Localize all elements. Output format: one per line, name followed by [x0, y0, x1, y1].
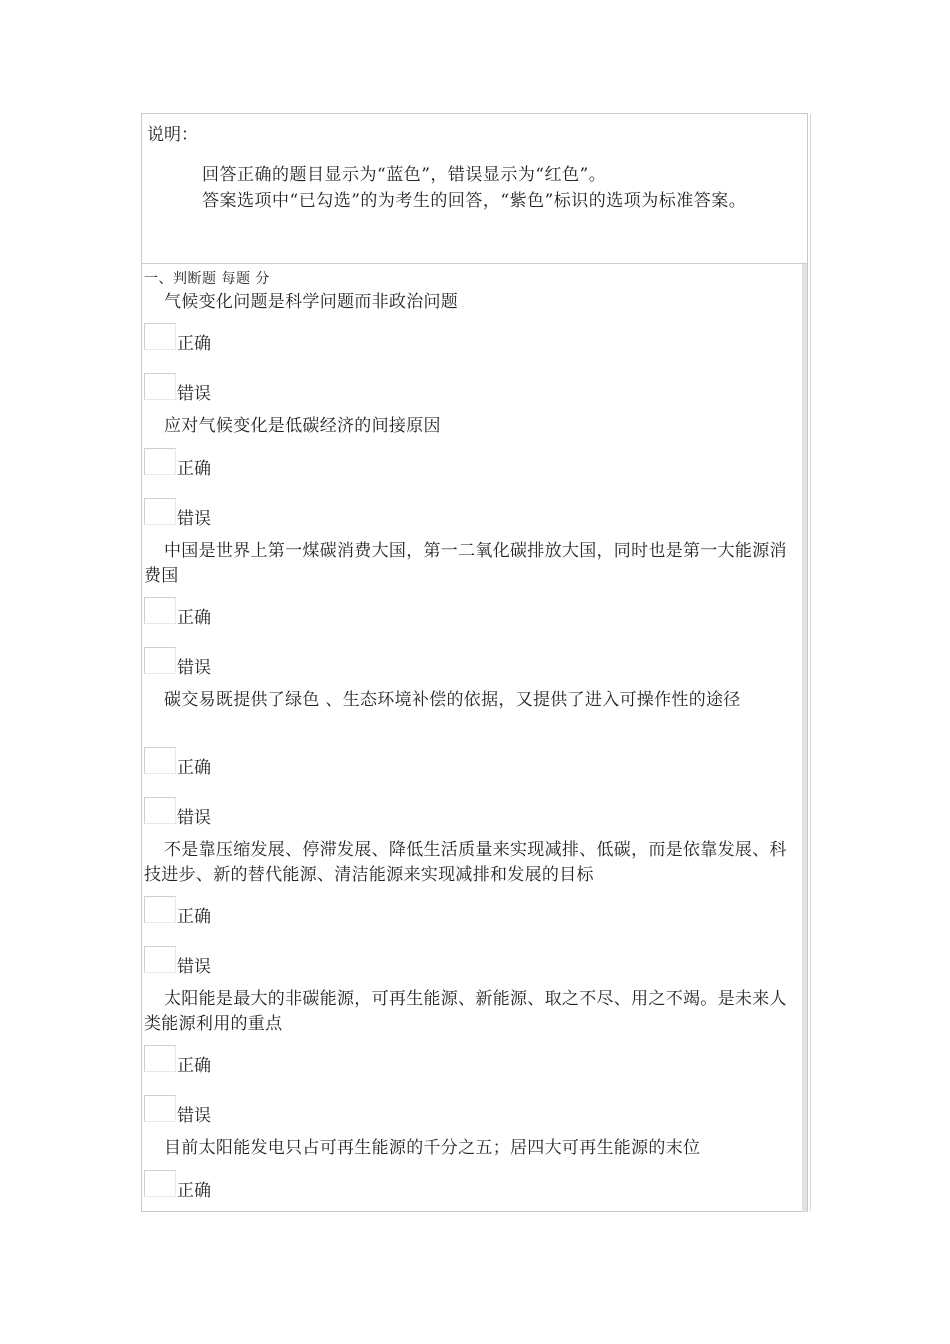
question-text: 中国是世界上第一煤碳消费大国，第一二氧化碳排放大国，同时也是第一大能源消费国	[144, 541, 787, 586]
question-text: 不是靠压缩发展、停滞发展、降低生活质量来实现减排、低碳，而是依靠发展、科技进步、新的替代能源、清洁能源来实现减排和发展的目标	[144, 840, 787, 885]
quiz-panel	[142, 264, 807, 1212]
checkbox[interactable]	[144, 597, 176, 624]
exam-frame	[141, 113, 808, 1212]
option-label: 错误	[177, 658, 211, 678]
checkbox[interactable]	[144, 373, 176, 400]
option-label: 错误	[177, 957, 211, 977]
instructions-title: 说明：	[147, 125, 198, 145]
checkbox[interactable]	[144, 1170, 176, 1197]
checkbox[interactable]	[144, 797, 176, 824]
instructions-line-1: 回答正确的题目显示为“蓝色”，错误显示为“红色”。	[202, 165, 607, 185]
option-label: 正确	[177, 758, 211, 778]
section-title: 一、判断题 每题 分	[144, 271, 270, 287]
checkbox[interactable]	[144, 448, 176, 475]
option-label: 错误	[177, 808, 211, 828]
question-text: 气候变化问题是科学问题而非政治问题	[164, 292, 459, 312]
option-label: 正确	[177, 907, 211, 927]
scrollbar[interactable]	[802, 264, 807, 1212]
instructions-panel	[142, 114, 807, 264]
checkbox[interactable]	[144, 1045, 176, 1072]
option-label: 正确	[177, 459, 211, 479]
checkbox[interactable]	[144, 647, 176, 674]
question-text: 应对气候变化是低碳经济的间接原因	[164, 416, 441, 436]
question-text: 碳交易既提供了绿色 、生态环境补偿的依据，又提供了进入可操作性的途径	[164, 690, 741, 710]
checkbox[interactable]	[144, 896, 176, 923]
option-label: 错误	[177, 384, 211, 404]
option-label: 正确	[177, 608, 211, 628]
checkbox[interactable]	[144, 1095, 176, 1122]
checkbox[interactable]	[144, 498, 176, 525]
option-label: 错误	[177, 1106, 211, 1126]
question-text: 太阳能是最大的非碳能源，可再生能源、新能源、取之不尽、用之不竭。是未来人类能源利用的重点	[144, 989, 787, 1034]
question-text: 目前太阳能发电只占可再生能源的千分之五；居四大可再生能源的末位	[164, 1138, 701, 1158]
option-label: 正确	[177, 1056, 211, 1076]
checkbox[interactable]	[144, 946, 176, 973]
option-label: 正确	[177, 334, 211, 354]
option-label: 错误	[177, 509, 211, 529]
frame-edge	[810, 114, 811, 1211]
checkbox[interactable]	[144, 747, 176, 774]
option-label: 正确	[177, 1181, 211, 1201]
checkbox[interactable]	[144, 323, 176, 350]
instructions-line-2: 答案选项中“已勾选”的为考生的回答，“紫色”标识的选项为标准答案。	[202, 191, 747, 211]
